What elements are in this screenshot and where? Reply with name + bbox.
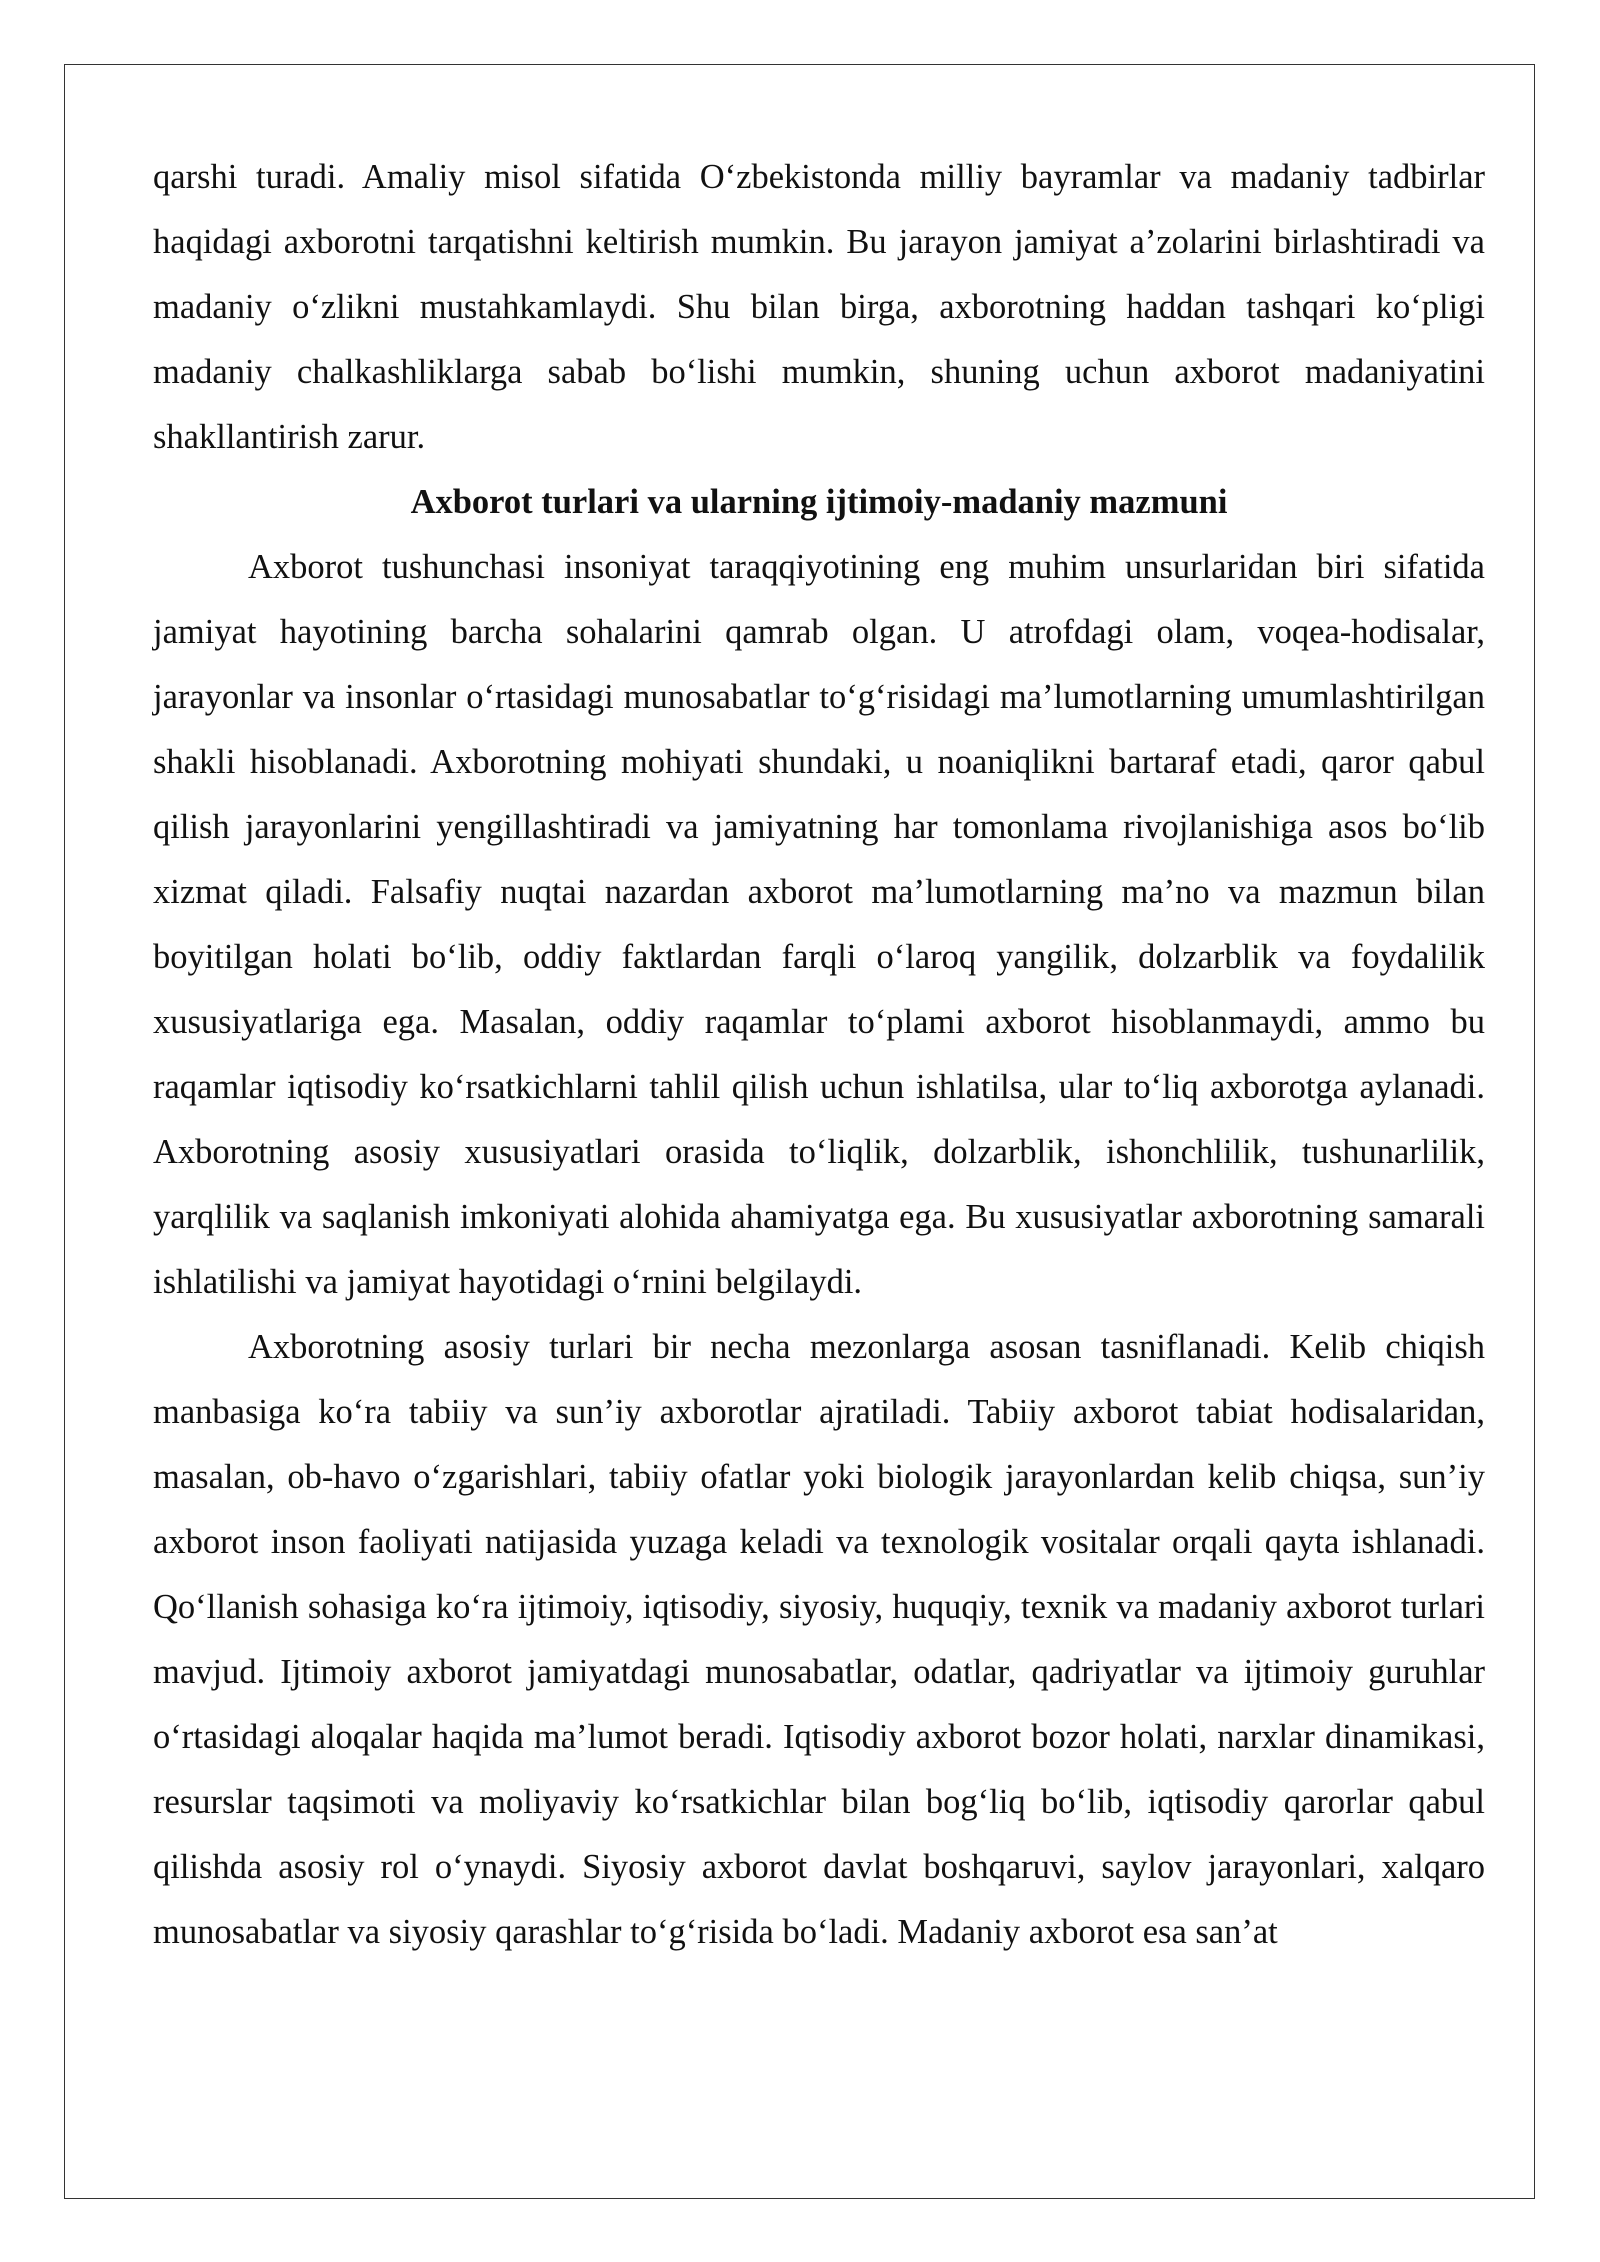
paragraph-definition: Axborot tushunchasi insoniyat taraqqiyotining eng muhim unsurlaridan biri sifatida jamiyat hayotining barcha sohalarini qamrab olgan. U atrofdagi olam, voqea-hodisalar, jarayonlar va insonlar o‘rtasidagi munosabatlar to‘g‘risidagi ma’lumotlarning umumlashtirilgan shakli hisoblanadi. Axborotning mohiyati shundaki, u noaniqlikni bartaraf etadi, qaror qabul qilish jarayonlarini yengillashtiradi va jamiyatning har tomonlama rivojlanishiga asos bo‘lib xizmat qiladi. Falsafiy nuqtai nazardan axborot ma’lumotlarning ma’no va mazmun bilan boyitilgan holati bo‘lib, oddiy faktlardan farqli o‘laroq yangilik, dolzarblik va foydalilik xususiyatlariga ega. Masalan, oddiy raqamlar to‘plami axborot hisoblanmaydi, ammo bu raqamlar iqtisodiy ko‘rsatkichlarni tahlil qilish uchun ishlatilsa, ular to‘liq axborotga aylanadi. Axborotning asosiy xususiyatlari orasida to‘liqlik, dolzarblik, ishonchlilik, tushunarlilik, yarqlilik va saqlanish imkoniyati alohida ahamiyatga ega. Bu xususiyatlar axborotning samarali ishlatilishi va jamiyat hayotidagi o‘rnini belgilaydi. [153, 548, 1485, 1301]
paragraph-continuation: qarshi turadi. Amaliy misol sifatida O‘zbekistonda milliy bayramlar va madaniy tadbirlar haqidagi axborotni tarqatishni keltirish mumkin. Bu jarayon jamiyat a’zolarini birlashtiradi va madaniy o‘zlikni mustahkamlaydi. Shu bilan birga, axborotning haddan tashqari ko‘pligi madaniy chalkashliklarga sabab bo‘lishi mumkin, shuning uchun axborot madaniyatini shakllantirish zarur. [153, 158, 1485, 456]
document-body [153, 145, 1485, 1965]
section-heading: Axborot turlari va ularning ijtimoiy-madaniy mazmuni [410, 483, 1228, 521]
paragraph-types: Axborotning asosiy turlari bir necha mezonlarga asosan tasniflanadi. Kelib chiqish manbasiga ko‘ra tabiiy va sun’iy axborotlar ajratiladi. Tabiiy axborot tabiat hodisalaridan, masalan, ob-havo o‘zgarishlari, tabiiy ofatlar yoki biologik jarayonlardan kelib chiqsa, sun’iy axborot inson faoliyati natijasida yuzaga keladi va texnologik vositalar orqali qayta ishlanadi. Qo‘llanish sohasiga ko‘ra ijtimoiy, iqtisodiy, siyosiy, huquqiy, texnik va madaniy axborot turlari mavjud. Ijtimoiy axborot jamiyatdagi munosabatlar, odatlar, qadriyatlar va ijtimoiy guruhlar o‘rtasidagi aloqalar haqida ma’lumot beradi. Iqtisodiy axborot bozor holati, narxlar dinamikasi, resurslar taqsimoti va moliyaviy ko‘rsatkichlar bilan bog‘liq bo‘lib, iqtisodiy qarorlar qabul qilishda asosiy rol o‘ynaydi. Siyosiy axborot davlat boshqaruvi, saylov jarayonlari, xalqaro munosabatlar va siyosiy qarashlar to‘g‘risida bo‘ladi. Madaniy axborot esa san’at [153, 1328, 1485, 1951]
